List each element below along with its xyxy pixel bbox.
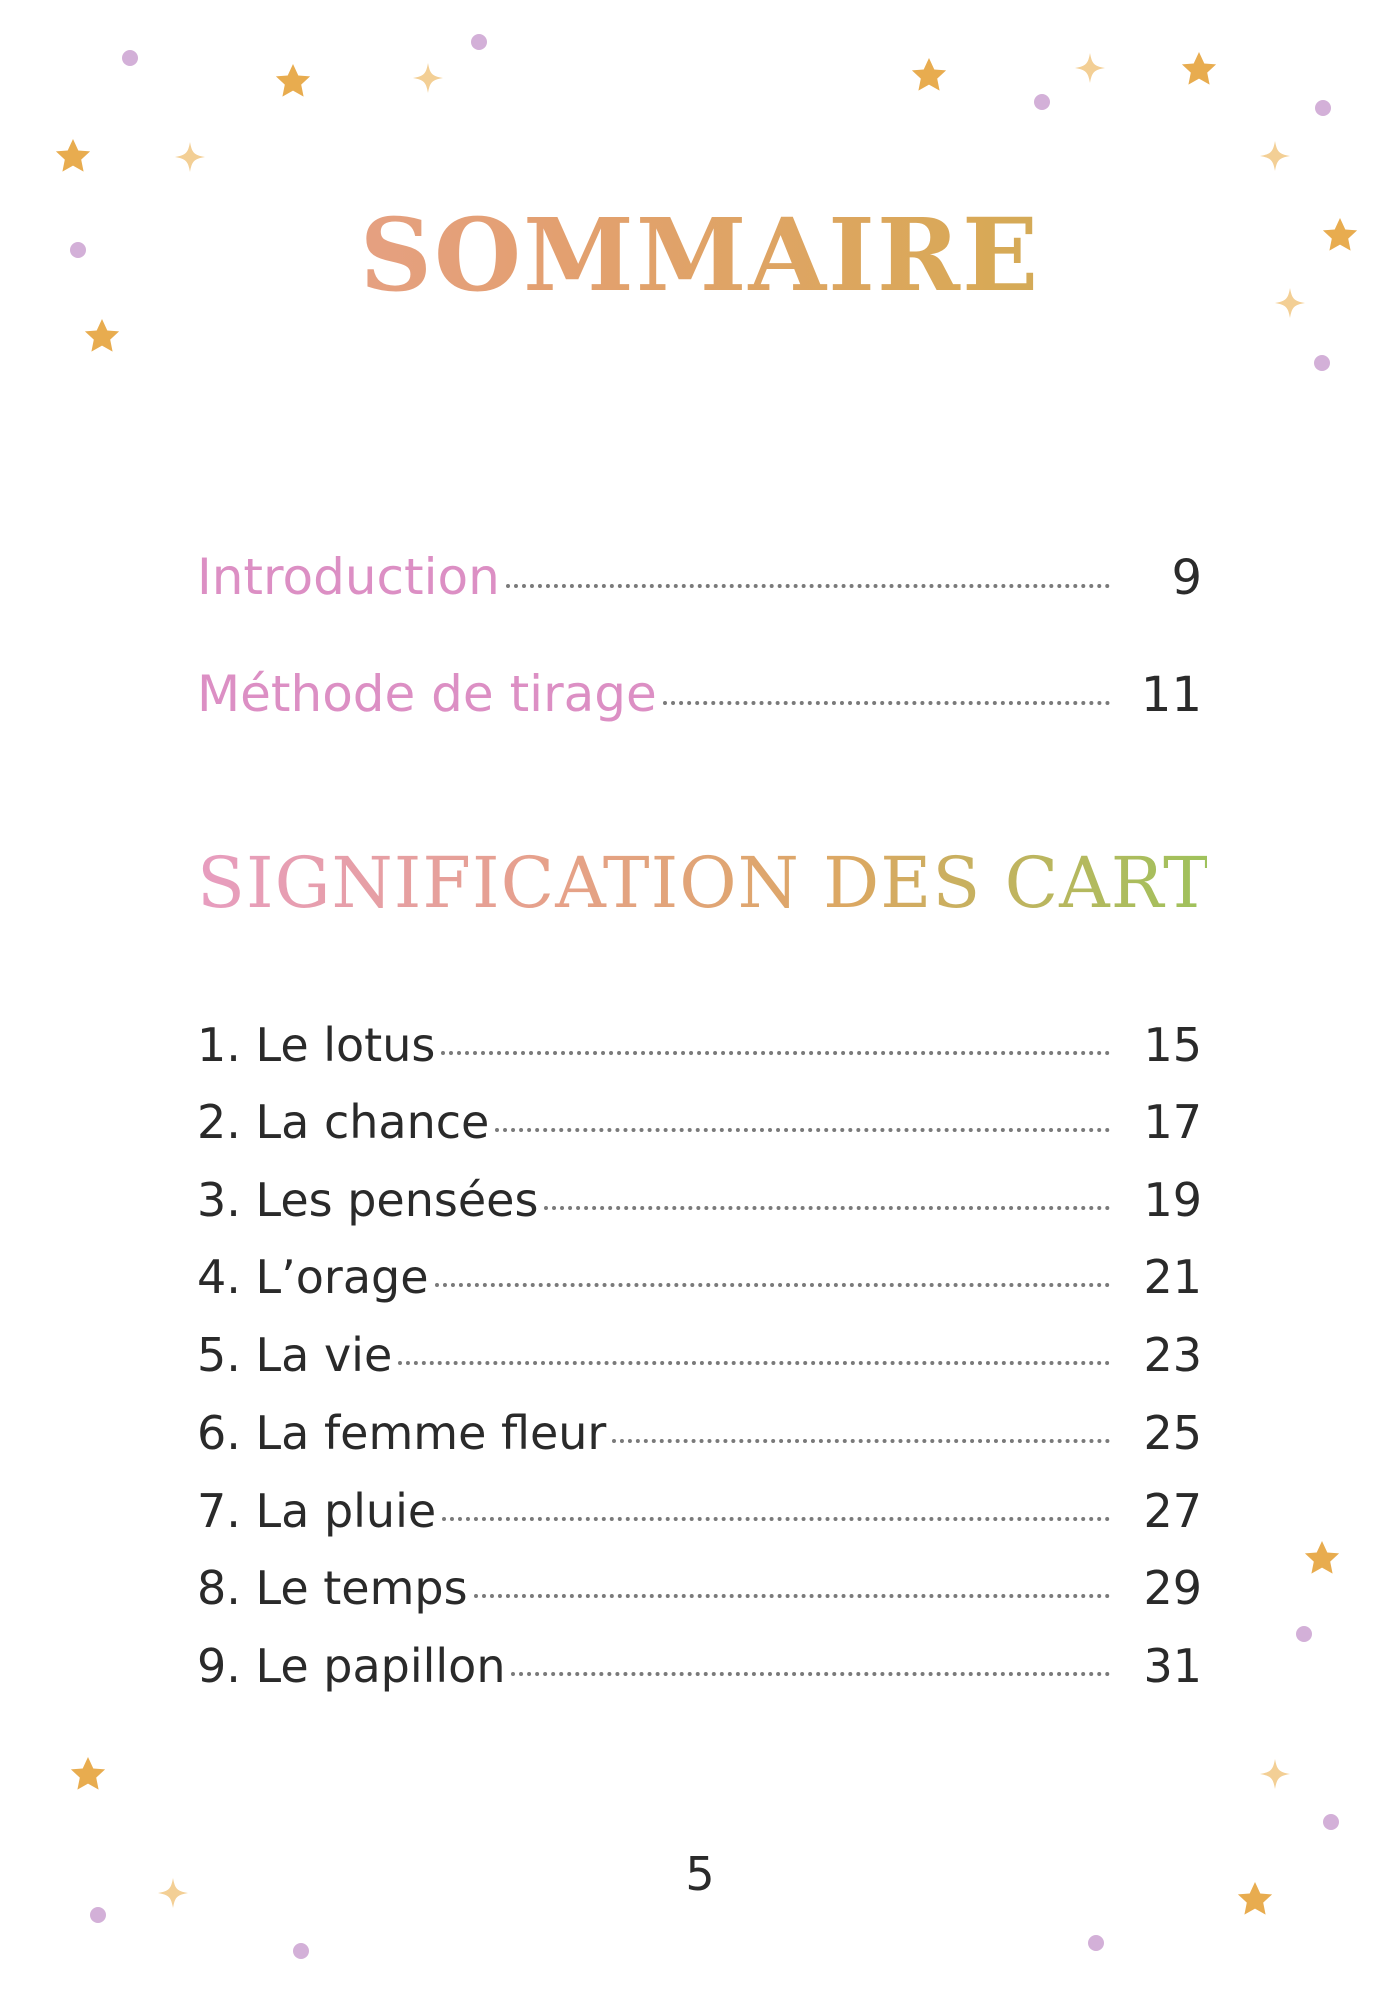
dot-icon <box>293 1943 309 1959</box>
dot-icon <box>1315 100 1331 116</box>
toc-entry-label: 7. La pluie <box>197 1484 437 1538</box>
dot-leader <box>435 1283 1110 1287</box>
dot-leader <box>441 1051 1110 1055</box>
toc-entry-label: 3. Les pensées <box>197 1173 539 1227</box>
toc-entry-label: 9. Le papillon <box>197 1639 506 1693</box>
toc-card-entry[interactable] <box>197 1250 1202 1304</box>
toc-entry-introduction[interactable] <box>197 548 1202 606</box>
toc-card-entry[interactable] <box>197 1095 1202 1149</box>
toc-card-entry[interactable] <box>197 1018 1202 1072</box>
toc-card-entry[interactable] <box>197 1639 1202 1693</box>
toc-entry-methode[interactable] <box>197 665 1202 723</box>
toc-entry-label: 2. La chance <box>197 1095 490 1149</box>
page-title: SOMMAIRE <box>0 195 1400 315</box>
page-number: 5 <box>685 1847 715 1901</box>
toc-entry-page: 15 <box>1143 1018 1202 1072</box>
dot-leader <box>474 1594 1110 1598</box>
star-icon <box>1305 1541 1339 1574</box>
star-icon <box>71 1757 105 1790</box>
dot-leader <box>544 1206 1110 1210</box>
dot-icon <box>90 1907 106 1923</box>
toc-entry-label: 5. La vie <box>197 1328 393 1382</box>
sparkle-icon <box>1075 53 1105 83</box>
toc-entry-page: 21 <box>1143 1250 1202 1304</box>
star-icon <box>1182 52 1216 85</box>
toc-entry-label: 1. Le lotus <box>197 1018 436 1072</box>
toc-card-entry[interactable] <box>197 1328 1202 1382</box>
dot-leader <box>511 1672 1110 1676</box>
dot-leader <box>442 1517 1110 1521</box>
star-icon <box>56 139 90 172</box>
dot-leader <box>495 1128 1110 1132</box>
toc-entry-page: 19 <box>1143 1173 1202 1227</box>
toc-entry-label: Méthode de tirage <box>197 665 657 723</box>
sparkle-icon <box>175 142 205 172</box>
toc-entry-page: 11 <box>1140 667 1202 723</box>
toc-entry-label: 4. L’orage <box>197 1250 429 1304</box>
sparkle-icon <box>1260 1759 1290 1789</box>
toc-entry-label: 8. Le temps <box>197 1561 468 1615</box>
toc-entry-page: 23 <box>1143 1328 1202 1382</box>
dot-icon <box>1296 1626 1312 1642</box>
star-icon <box>912 58 946 91</box>
dot-icon <box>471 34 487 50</box>
dot-icon <box>1034 94 1050 110</box>
toc-entry-label: Introduction <box>197 548 500 606</box>
toc-entry-page: 25 <box>1143 1406 1202 1460</box>
toc-entry-page: 31 <box>1143 1639 1202 1693</box>
dot-icon <box>1088 1935 1104 1951</box>
toc-entry-label: 6. La femme fleur <box>197 1406 607 1460</box>
toc-card-entry[interactable] <box>197 1484 1202 1538</box>
dot-leader <box>612 1439 1110 1443</box>
star-icon <box>276 64 310 97</box>
dot-leader <box>506 584 1110 588</box>
dot-leader <box>663 701 1110 705</box>
toc-entry-page: 29 <box>1143 1561 1202 1615</box>
toc-card-entry[interactable] <box>197 1561 1202 1615</box>
sparkle-icon <box>1260 141 1290 171</box>
dot-icon <box>1323 1814 1339 1830</box>
dot-icon <box>122 50 138 66</box>
section-title: SIGNIFICATION DES CARTES <box>197 838 1207 928</box>
toc-card-entry[interactable] <box>197 1406 1202 1460</box>
toc-card-entry[interactable] <box>197 1173 1202 1227</box>
toc-entry-page: 9 <box>1171 550 1202 606</box>
dot-icon <box>1314 355 1330 371</box>
dot-leader <box>398 1361 1110 1365</box>
toc-entry-page: 27 <box>1143 1484 1202 1538</box>
toc-entry-page: 17 <box>1143 1095 1202 1149</box>
star-icon <box>85 319 119 352</box>
sparkle-icon <box>413 63 443 93</box>
